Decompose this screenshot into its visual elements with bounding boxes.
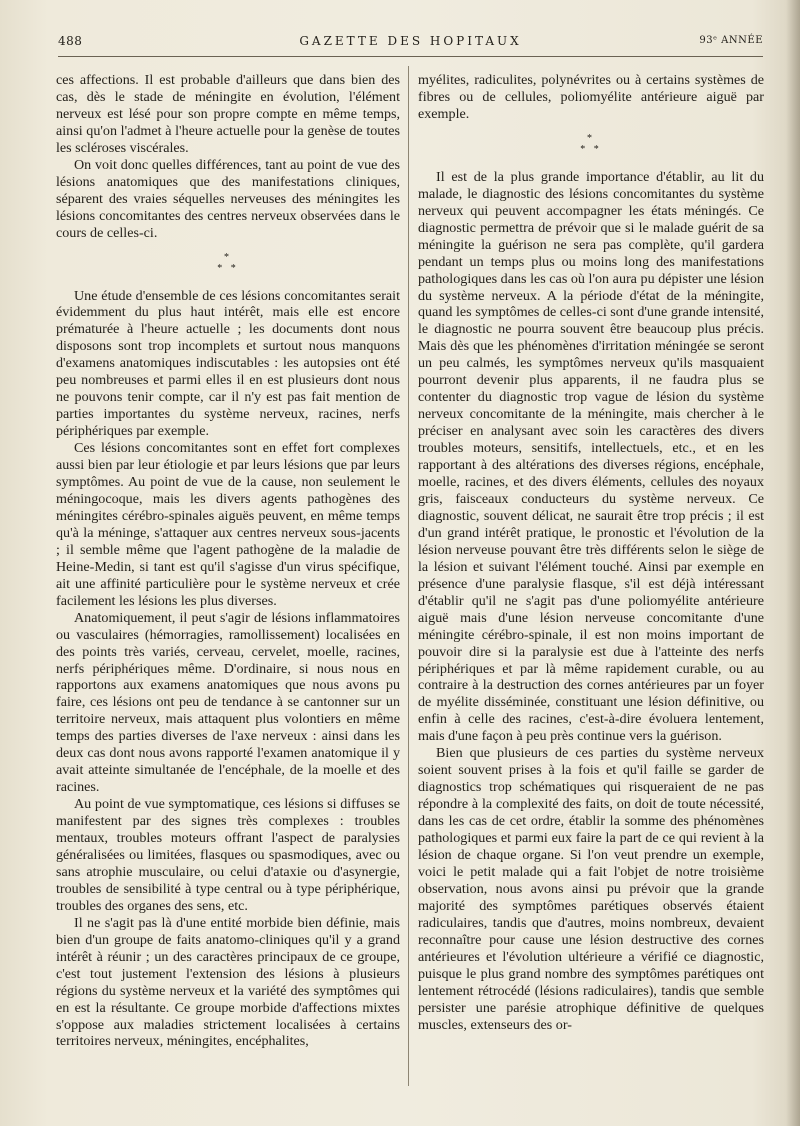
paragraph: Anatomiquement, il peut s'agir de lésions inflammatoires ou vasculaires (hémorragies, ramollissement) localisées en des points très variés, cerveau, cervelet, moelle, racines, nerfs périphériques même. D'ordinaire, si nous nous en rapportons aux examens anatomiques que nous avons pu faire, ces lésions ont peu de tendance à se cantonner sur un territoire nerveux, mais attaquent plus volontiers en même temps des parties diverses de l'axe nerveux : ainsi dans les deux cas dont nous avons rapporté l'examen anatomique il y avait atteinte simultanée de l'encéphale, de la moelle et des racines. bbox=[56, 609, 400, 796]
paragraph: Ces lésions concomitantes sont en effet fort complexes aussi bien par leur étiologie et par leurs lésions que par leurs symptômes. Au point de vue de la cause, non seulement le méningocoque, mais les divers agents pathogènes des méningites cérébro-spinales aiguës peuvent, en même temps qu'à la méninge, s'attaquer aux centres nerveux sous-jacents ; il semble même que l'agent pathogène de la maladie de Heine-Medin, si tant est qu'il s'agisse d'un virus spécifique, ait une affinité particulière pour le système nerveux et crée facilement les lésions les plus diverses. bbox=[56, 440, 400, 609]
paragraph: ces affections. Il est probable d'ailleurs que dans bien des cas, dès le stade de méningite en évolution, l'élément nerveux est lésé pour son propre compte en même temps, ainsi qu'on l'admet à l'heure actuelle pour la genèse de toutes les scléroses viscérales. bbox=[56, 72, 400, 156]
paragraph: Il est de la plus grande importance d'établir, au lit du malade, le diagnostic des lésions concomitantes du système nerveux qui peuvent accompagner les états méningés. Ce diagnostic permettra de prévoir que si le malade guérit de sa méningite la guérison ne sera pas complète, qu'il gardera pendant un temps plus ou moins long des manifestations pathologiques dans les cas où l'on aura pu dépister une lésion du système nerveux. A la période d'état de la méningite, quand les symptômes de celles-ci sont d'une grande intensité, le diagnostic ne pourra souvent être beaucoup plus précis. Mais dès que les phénomènes d'irritation méningée se seront un peu calmés, les symptômes nerveux qu'ils masquaient pourront devenir plus apparents, il ne faudra plus se contenter du diagnostic trop vague de lésion du système nerveux concomitante de la méningite, mais chercher à le préciser en analysant avec soin les caractères des divers troubles moteurs, sensitifs, intellectuels, etc., et en les rapportant à des altérations des diverses régions, encéphale, moelle, racines, et des divers éléments, cellules des noyaux gris, faisceaux conducteurs du système nerveux. Ce diagnostic, souvent délicat, ne saurait être trop précis ; il est d'un grand intérêt pratique, le pronostic et l'évolution de la lésion nerveuse pouvant être très différents selon le siège de la lésion et suivant l'élément touché. Ainsi par exemple en présence d'une paralysie flasque, s'il est déjà intéressant d'établir qu'il ne s'agit pas d'une poliomyélite antérieure aiguë mais d'une lésion nerveuse concomitante d'une méningite cérébro-spinale, il est non moins important de pouvoir dire si la paralysie est due à l'atteinte des nerfs périphériques et par là même rapidement curable, ou au contraire à la destruction des cornes antérieures par un foyer de myélite disséminée, constituant une lésion définitive, ou enfin à celle des racines, c'est-à-dire évoluera lentement, mais d'une façon à peu près continue vers la guérison. bbox=[418, 168, 764, 745]
journal-title: GAZETTE DES HOPITAUX bbox=[299, 34, 522, 48]
page-number: 488 bbox=[58, 34, 83, 48]
column-divider bbox=[408, 66, 409, 1086]
section-separator bbox=[418, 133, 764, 155]
paragraph: Il ne s'agit pas là d'une entité morbide bien définie, mais bien d'un groupe de faits anatomo-cliniques qu'il y a grand intérêt à réunir ; un des caractères principaux de ce groupe, c'est tout justement l'extension des lésions à plusieurs régions du système nerveux et la variété des symptômes qui en est la résultante. Ce groupe morbide d'affections mixtes s'oppose aux maladies strictement localisées à certains territoires nerveux, méningites, encéphalites, bbox=[56, 914, 400, 1050]
paragraph: Une étude d'ensemble de ces lésions concomitantes serait évidemment du plus haut intérêt, mais elle est encore prématurée à l'heure actuelle ; les documents dont nous disposons sont trop incomplets et surtout nous manquons d'examens anatomiques indiscutables : les autopsies ont été peu nombreuses et parmi elles il en est plusieurs dont nous ne pouvons tenir compte, car il n'y est pas fait mention de parties importantes du système nerveux, racines, nerfs périphériques par exemple. bbox=[56, 287, 400, 440]
section-separator bbox=[56, 252, 400, 274]
paragraph: myélites, radiculites, polynévrites ou à certains systèmes de fibres ou de cellules, poliomyélite antérieure aiguë par exemple. bbox=[418, 72, 764, 122]
separator-stars: * * bbox=[580, 143, 602, 155]
year-label: 93ᵉ ANNÉE bbox=[699, 35, 763, 46]
separator-star: * bbox=[587, 132, 595, 144]
left-column bbox=[56, 72, 400, 1050]
paragraph: On voit donc quelles différences, tant au point de vue des lésions anatomiques que des manifestations cliniques, séparent des vraies séquelles nerveuses des méningites les lésions concomitantes des centres nerveux observées dans le cours de celles-ci. bbox=[56, 156, 400, 241]
paragraph: Bien que plusieurs de ces parties du système nerveux soient souvent prises à la fois et qu'il faille se garder de diagnostics trop schématiques qui risqueraient de ne pas répondre à la complexité des faits, on doit de toute nécessité, dans les cas de cet ordre, établir la somme des phénomènes pathologiques et parmi eux faire la part de ce qui revient à la lésion de chaque organe. Si l'on veut prendre un exemple, voici le petit malade qui a fait l'objet de notre troisième observation, nous avons ainsi pu prévoir que la grande majorité des symptômes parétiques observés étaient radiculaires, tandis que d'autres, moins nombreux, devaient reconnaître pour cause une lésion destructive des cornes antérieures et l'évolution ultérieure a vérifié ce diagnostic, puisque le plus grand nombre des symptômes parétiques ont lentement rétrocédé (lésions radiculaires), tandis que semble persister une parésie atrophique définitive de quelques muscles, extenseurs des or- bbox=[418, 745, 764, 1033]
page-edge-shadow bbox=[786, 0, 800, 1126]
running-header bbox=[58, 30, 763, 57]
right-column bbox=[418, 72, 764, 1033]
separator-stars: * * bbox=[217, 262, 239, 274]
separator-star: * bbox=[224, 251, 232, 263]
paragraph: Au point de vue symptomatique, ces lésions si diffuses se manifestent par des signes très complexes : troubles mentaux, troubles moteurs offrant l'aspect de paralysies généralisées ou limitées, flasques ou spasmodiques, avec ou sans atrophie musculaire, ou celui d'ataxie ou d'asynergie, troubles de sensibilité à type central ou à type périphérique, troubles des organes des sens, etc. bbox=[56, 796, 400, 914]
